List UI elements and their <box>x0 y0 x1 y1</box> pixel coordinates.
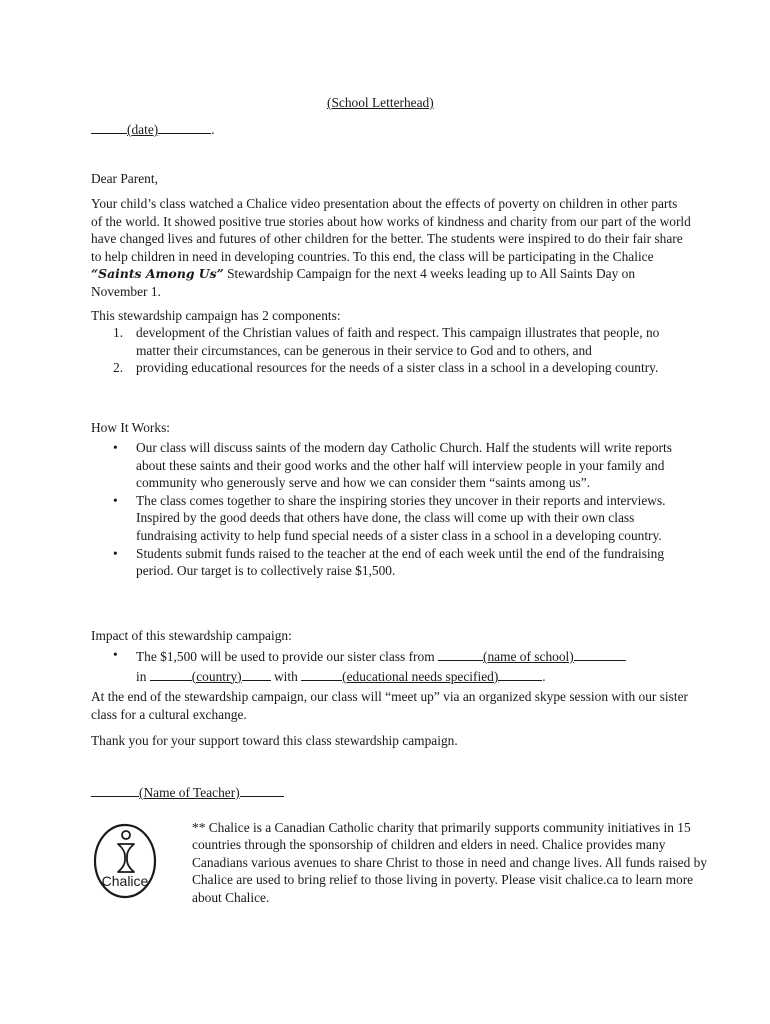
teacher-blank-left <box>91 782 139 797</box>
how-item <box>91 545 691 580</box>
how-it-works-list <box>91 439 691 580</box>
how-item <box>91 439 691 492</box>
components-heading: This stewardship campaign has 2 components: <box>91 308 341 323</box>
needs-placeholder: (educational needs specified) <box>342 668 499 684</box>
how-it-works-heading: How It Works: <box>91 420 171 435</box>
impact-text: The $1,500 will be used to provide our sister class from <box>136 649 435 664</box>
meetup-paragraph: At the end of the stewardship campaign, our class will “meet up” via an organized skype session with our sister class for a cultural exchange. <box>91 689 688 722</box>
date-blank-right <box>158 119 211 134</box>
teacher-placeholder: (Name of Teacher) <box>139 785 240 800</box>
impact-in-text: in <box>136 668 147 684</box>
date-placeholder: (date) <box>127 122 159 137</box>
how-item <box>91 492 691 545</box>
chalice-logo <box>93 823 157 899</box>
thanks-paragraph: Thank you for your support toward this class stewardship campaign. <box>91 733 458 748</box>
logo-text: Chalice <box>101 873 149 889</box>
impact-line-1 <box>136 646 691 666</box>
components-list <box>91 324 691 377</box>
school-blank-left <box>438 646 483 661</box>
bullet-icon: • <box>113 545 118 561</box>
impact-line-2 <box>136 666 691 686</box>
how-item-text: Students submit funds raised to the teacher at the end of each week until the end of the fundraising period. Our target is to collectively raise $1,500. <box>136 545 665 579</box>
teacher-blank-right <box>240 782 284 797</box>
date-blank-left <box>91 119 127 134</box>
country-placeholder: (country) <box>191 668 242 684</box>
intro-text-before: Your child’s class watched a Chalice video presentation about the effects of poverty on children in other parts of the world. It showed positive true stories about how works of kindness and charity from our part of the world have changed lives and futures of other children for the better. The students were inspired to do their fair share to help children in need in developing countries. To this end, the class will be participating in the Chalice <box>91 196 691 264</box>
school-blank-right <box>574 646 626 661</box>
impact-end-period: . <box>542 668 546 684</box>
impact-heading: Impact of this stewardship campaign: <box>91 628 292 643</box>
date-suffix: . <box>211 122 215 137</box>
component-item <box>91 359 691 377</box>
how-item-text: Our class will discuss saints of the modern day Catholic Church. Half the students will write reports about these saints and their good works and the other half will interview people in your family and community who generously serve and how we can consider them “saints among us”. <box>136 440 672 491</box>
bullet-icon: • <box>113 440 118 455</box>
school-placeholder: (name of school) <box>483 649 574 664</box>
date-line <box>91 119 215 139</box>
how-item-text: The class comes together to share the inspiring stories they uncover in their reports and interviews. Inspired by the good deeds that others have done, the class will come up with their own class fundraising activity to help fund special needs of a sister class in a school in a developing country. <box>136 492 666 543</box>
needs-blank-left <box>301 666 342 681</box>
logo-flame-icon <box>122 831 130 839</box>
greeting: Dear Parent, <box>91 171 158 186</box>
impact-list <box>91 646 691 685</box>
bullet-icon: • <box>113 647 118 662</box>
country-blank-right <box>242 666 271 681</box>
list-number: 1. <box>113 325 124 340</box>
logo-cup-icon <box>118 844 134 872</box>
intro-text-after: Stewardship Campaign for the next 4 weeks leading up to All Saints Day on November 1. <box>91 266 636 299</box>
needs-blank-right <box>498 666 542 681</box>
list-number: 2. <box>113 360 124 376</box>
impact-with-text: with <box>273 668 298 684</box>
chalice-footnote: ** Chalice is a Canadian Catholic charity that primarily supports community initiatives in 15 countries through the sponsorship of children and elders in need. Chalice provides many Canadians various avenues to share Christ to those in need and change lives. All funds raised by Chalice are used to bring relief to those living in poverty. Please visit chalice.ca to learn more about Chalice. <box>192 820 708 905</box>
teacher-signature-line <box>91 782 284 802</box>
impact-item <box>91 646 691 685</box>
component-text: providing educational resources for the needs of a sister class in a school in a developing country. <box>136 360 659 376</box>
component-item <box>91 324 691 359</box>
country-blank-left <box>150 666 192 681</box>
bullet-icon: • <box>113 492 118 508</box>
intro-paragraph <box>91 195 691 301</box>
letterhead-placeholder: (School Letterhead) <box>327 95 434 110</box>
component-text: development of the Christian values of faith and respect. This campaign illustrates that people, no matter their circumstances, can be generous in their service to God and to others, and <box>136 325 660 358</box>
campaign-name: “Saints Among Us” <box>91 266 224 282</box>
